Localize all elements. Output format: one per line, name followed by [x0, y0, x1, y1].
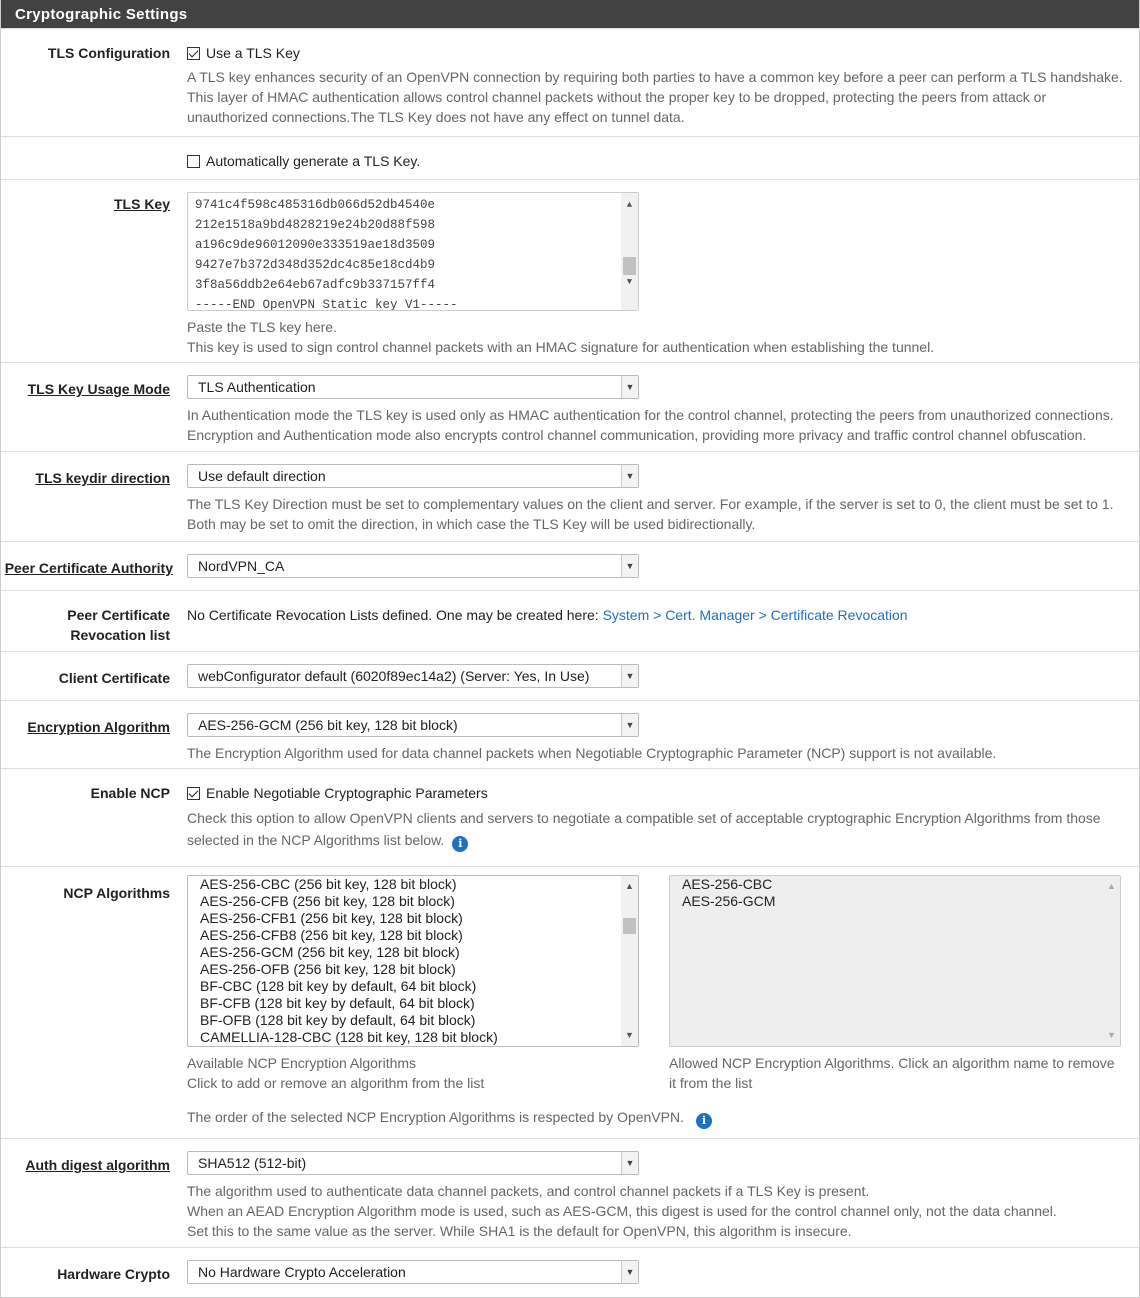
label: Auth digest algorithm: [25, 1157, 170, 1173]
cert-revocation-link[interactable]: System > Cert. Manager > Certificate Revocation: [602, 607, 908, 623]
help-text: Click to add or remove an algorithm from the list: [187, 1075, 485, 1091]
list-item[interactable]: AES-256-CFB (256 bit key, 128 bit block): [200, 893, 455, 909]
chevron-down-icon: ▼: [621, 714, 638, 736]
help-text: When an AEAD Encryption Algorithm mode is used, such as AES-GCM, this digest is used for the control channel only, not the data channel.: [187, 1203, 1057, 1219]
label: Hardware Crypto: [57, 1266, 170, 1282]
crl-text: No Certificate Revocation Lists defined. One may be created here:: [187, 607, 603, 623]
label: NCP Algorithms: [63, 885, 170, 901]
scrollbar[interactable]: ▲ ▼: [1103, 876, 1120, 1046]
help-text: Available NCP Encryption Algorithms: [187, 1055, 417, 1071]
allowed-ncp-algorithms-list[interactable]: [669, 875, 1121, 1047]
list-item[interactable]: BF-OFB (128 bit key by default, 64 bit block): [200, 1012, 476, 1028]
row-tls-configuration: [1, 28, 1139, 136]
list-item[interactable]: BF-CBC (128 bit key by default, 64 bit block): [200, 978, 477, 994]
peer-ca-select[interactable]: NordVPN_CA ▼: [187, 554, 639, 578]
tls-key-line[interactable]: a196c9de96012090e333519ae18d3509: [195, 238, 436, 252]
row-enable-ncp: [1, 768, 1139, 866]
row-ncp-algorithms: [1, 866, 1139, 1138]
row-auth-digest: [1, 1138, 1139, 1247]
help-text: The order of the selected NCP Encryption Algorithms is respected by OpenVPN.: [187, 1109, 684, 1125]
list-item[interactable]: AES-256-CFB1 (256 bit key, 128 bit block): [200, 910, 463, 926]
tls-key-line[interactable]: 9741c4f598c485316db066d52db4540e: [195, 198, 436, 212]
chevron-down-icon: ▼: [621, 465, 638, 487]
list-item[interactable]: AES-256-CBC: [682, 876, 773, 892]
enable-ncp-checkbox[interactable]: Enable Negotiable Cryptographic Parameters: [187, 783, 1129, 803]
tls-key-line[interactable]: 3f8a56ddb2e64eb67adfc9b337157ff4: [195, 278, 436, 292]
tls-keydir-select[interactable]: Use default direction ▼: [187, 464, 639, 488]
help-text: This key is used to sign control channel packets with an HMAC signature for authentication when establishing the tunnel.: [187, 339, 935, 355]
help-text: The Encryption Algorithm used for data channel packets when Negotiable Cryptographic Parameter (NCP) support is not available.: [187, 745, 997, 761]
list-item[interactable]: AES-256-CBC (256 bit key, 128 bit block): [200, 876, 457, 892]
row-auto-generate: [1, 136, 1139, 179]
list-item[interactable]: AES-256-OFB (256 bit key, 128 bit block): [200, 961, 456, 977]
client-certificate-select[interactable]: webConfigurator default (6020f89ec14a2) (Server: Yes, In Use) ▼: [187, 664, 639, 688]
help-text: Check this option to allow OpenVPN clients and servers to negotiate a compatible set of acceptable cryptographic Encryption Algorithms from those: [187, 810, 1101, 826]
checkbox-checked[interactable]: [187, 787, 200, 800]
tls-key-textarea[interactable]: [187, 192, 639, 311]
help-text: A TLS key enhances security of an OpenVPN connection by requiring both parties to have a common key before a peer can perform a TLS handshake. This layer of HMAC authentication allows control channel packets without the proper key to be dropped, protecting the peers from attack or unauthorized connections.The TLS Key does not have any effect on tunnel data.: [187, 69, 1123, 125]
panel-title: Cryptographic Settings: [1, 0, 1139, 28]
label: Peer Certificate: [67, 607, 170, 623]
label: Revocation list: [70, 627, 170, 643]
label: Encryption Algorithm: [27, 719, 170, 735]
help-text: The algorithm used to authenticate data channel packets, and control channel packets if a TLS Key is present.: [187, 1183, 870, 1199]
chevron-down-icon: ▼: [621, 1152, 638, 1174]
chevron-down-icon: ▼: [621, 665, 638, 687]
chevron-down-icon: ▼: [621, 555, 638, 577]
checkbox-unchecked[interactable]: [187, 155, 200, 168]
hardware-crypto-select[interactable]: No Hardware Crypto Acceleration ▼: [187, 1260, 639, 1284]
list-item[interactable]: AES-256-CFB8 (256 bit key, 128 bit block): [200, 927, 463, 943]
label: Enable NCP: [90, 785, 170, 801]
checkbox-checked[interactable]: [187, 47, 200, 60]
scrollbar[interactable]: ▲ ▼: [621, 876, 638, 1046]
row-hardware-crypto: [1, 1247, 1139, 1297]
chevron-down-icon: ▼: [621, 1261, 638, 1283]
help-text: selected in the NCP Algorithms list below.: [187, 832, 445, 848]
row-peer-crl: [1, 590, 1139, 651]
encryption-algorithm-select[interactable]: AES-256-GCM (256 bit key, 128 bit block) ▼: [187, 713, 639, 737]
help-text: Paste the TLS key here.: [187, 319, 337, 335]
row-client-certificate: [1, 651, 1139, 700]
label: TLS Configuration: [47, 45, 170, 61]
row-tls-key: [1, 179, 1139, 362]
help-text: it from the list: [669, 1075, 753, 1091]
available-ncp-algorithms-list[interactable]: [187, 875, 639, 1047]
label: Client Certificate: [58, 670, 170, 686]
help-text: Both may be set to omit the direction, in which case the TLS Key will be used bidirectionally.: [187, 516, 756, 532]
scrollbar[interactable]: ▲ ▼: [621, 193, 638, 310]
help-text: The TLS Key Direction must be set to complementary values on the client and server. For example, if the server is set to 0, the client must be set to 1.: [187, 496, 1114, 512]
list-item[interactable]: AES-256-GCM: [682, 893, 776, 909]
label: TLS keydir direction: [35, 470, 170, 486]
use-tls-key-checkbox[interactable]: Use a TLS Key: [187, 43, 1129, 63]
list-item[interactable]: AES-256-GCM (256 bit key, 128 bit block): [200, 944, 460, 960]
info-icon[interactable]: i: [696, 1113, 712, 1129]
tls-key-line[interactable]: 212e1518a9bd4828219e24b20d88f598: [195, 218, 436, 232]
auth-digest-select[interactable]: SHA512 (512-bit) ▼: [187, 1151, 639, 1175]
row-tls-key-usage-mode: [1, 362, 1139, 451]
help-text: Encryption and Authentication mode also encrypts control channel communication, providing more privacy and traffic control channel obfuscation.: [187, 427, 1087, 443]
auto-generate-tls-key-checkbox[interactable]: Automatically generate a TLS Key.: [187, 151, 1129, 171]
info-icon[interactable]: i: [452, 836, 468, 852]
row-tls-keydir: [1, 451, 1139, 541]
label: TLS Key Usage Mode: [27, 381, 170, 397]
tls-key-usage-mode-select[interactable]: TLS Authentication ▼: [187, 375, 639, 399]
label: TLS Key: [113, 196, 170, 212]
row-encryption-algorithm: [1, 700, 1139, 768]
list-item[interactable]: CAMELLIA-128-CBC (128 bit key, 128 bit block): [200, 1029, 498, 1045]
help-text: Set this to the same value as the server. While SHA1 is the default for OpenVPN, this algorithm is insecure.: [187, 1223, 852, 1239]
help-text: In Authentication mode the TLS key is used only as HMAC authentication for the control channel, protecting the peers from unauthorized connections.: [187, 407, 1114, 423]
tls-key-line[interactable]: 9427e7b372d348d352dc4c85e18cd4b9: [195, 258, 436, 272]
tls-key-line[interactable]: -----END OpenVPN Static key V1-----: [195, 298, 458, 311]
list-item[interactable]: BF-CFB (128 bit key by default, 64 bit block): [200, 995, 475, 1011]
row-peer-ca: [1, 541, 1139, 590]
help-text: Allowed NCP Encryption Algorithms. Click an algorithm name to remove: [669, 1055, 1115, 1071]
chevron-down-icon: ▼: [621, 376, 638, 398]
label: Peer Certificate Authority: [4, 560, 173, 576]
